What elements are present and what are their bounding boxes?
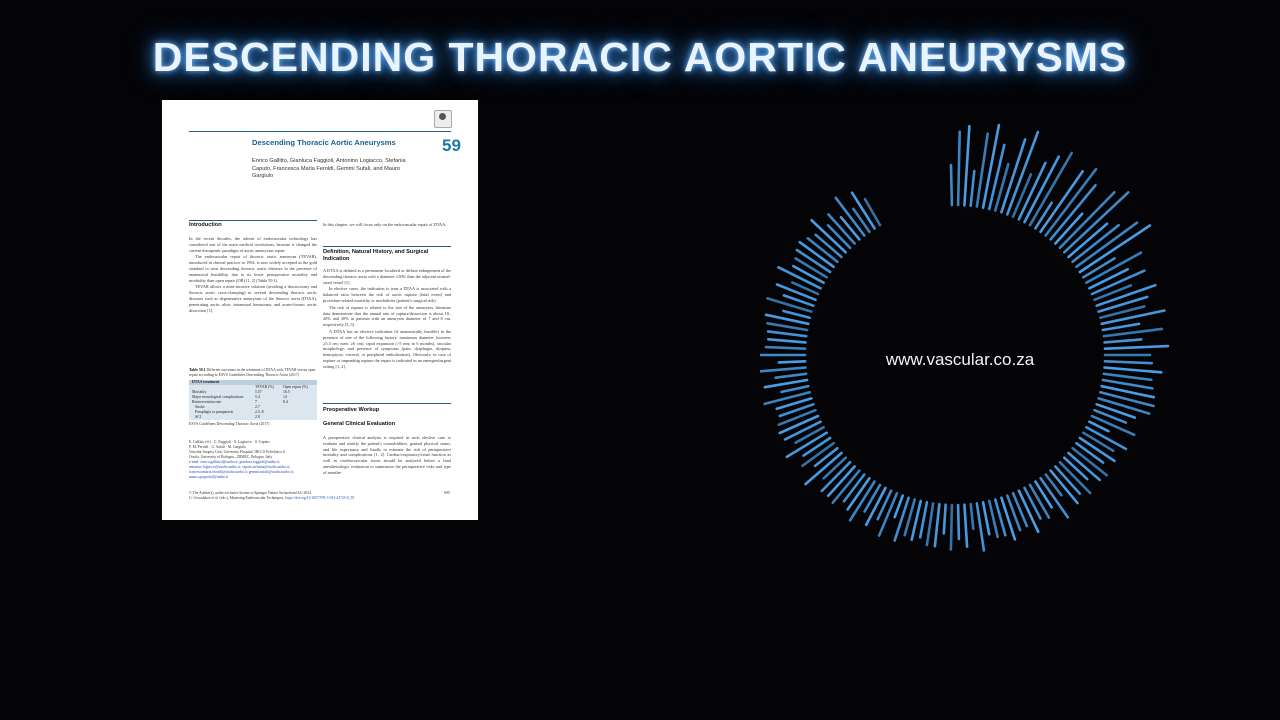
visualizer-bar bbox=[983, 125, 999, 208]
visualizer-bar bbox=[1051, 185, 1096, 239]
table-column-row: TEVAR (%) Open repair (%) bbox=[189, 385, 317, 390]
chapter-title: Descending Thoracic Aortic Aneurysms bbox=[252, 138, 396, 147]
preoperative-text: A preoperative clinical analysis is required in each elective case to evaluate and stratify the patient's comorbidities, general physical status, and life expectancy and finally to estimate the risk of perioperative mortality and complications [1, 2]. Cardiac/respiratory/renal function as well as cerebrovascular status should be analyzed before a final anesthesiologic evaluation to summarize the perioperative risks and type of anesthe- bbox=[323, 435, 451, 475]
paper-page-image bbox=[162, 100, 478, 520]
check-for-updates-icon bbox=[434, 110, 452, 128]
copyright-notice: © The Author(s), under exclusive license to Springer Nature Switzerland AG 2024 G. Geroulakos et al. (eds.), Mastering Endovascular Techniques, https://doi.org/10.1007/978-3-031-42735-0_59 bbox=[189, 491, 355, 500]
visualizer-bar bbox=[1030, 153, 1072, 225]
visualizer-bar bbox=[977, 503, 984, 550]
visualizer-bar bbox=[920, 502, 927, 537]
paragraph: TEVAR allows a mini-invasive solution (avoiding a thoracotomy and thoracic aortic cross-clamping) in several descending thoracic aortic diseases such as degenerative aneurysms of the thoracic aorta (DTAA), penetrating aortic ulcer, intramural hematoma, and acute/chronic aortic dissection [1]. bbox=[189, 284, 317, 313]
chapter-focus-text: In this chapter, we will focus only on the endovascular repair of DTAA. bbox=[323, 222, 447, 227]
visualizer-bar bbox=[853, 209, 869, 232]
visualizer-bar bbox=[964, 505, 967, 547]
visualizer-bar bbox=[1099, 398, 1150, 413]
table-row: Stroke 2.7 bbox=[189, 405, 317, 410]
audio-visualizer bbox=[760, 120, 1220, 560]
visualizer-bar bbox=[1035, 203, 1051, 229]
visualizer-bar bbox=[779, 410, 816, 425]
section-heading-introduction: Introduction bbox=[189, 222, 222, 228]
chapter-authors: Enrico Gallitto, Gianluca Faggioli, Antonino Logiacco, Stefania Caputo, Francesca Maria Feroldi, Gemmi Sufali, and Mauro Gargiulo bbox=[252, 158, 406, 180]
paragraph: In elective cases, the indication to treat a DTAA is associated with a balanced ratio between the risk of aortic rupture (fatal event) and procedure-related mortality or morbidities (patient's surgical risk). bbox=[323, 286, 451, 303]
visualizer-bar bbox=[895, 498, 909, 541]
visualizer-bar bbox=[865, 485, 880, 512]
visualizer-bar bbox=[1086, 253, 1141, 283]
visualizer-bar bbox=[1099, 297, 1148, 312]
visualizer-bar bbox=[1105, 361, 1152, 363]
visualizer-bar bbox=[983, 502, 989, 534]
visualizer-bar bbox=[1095, 285, 1131, 299]
visualizer-bar bbox=[765, 380, 807, 387]
visualizer-bar bbox=[804, 438, 831, 456]
visualizer-bar bbox=[1105, 339, 1142, 342]
introduction-text bbox=[189, 236, 317, 314]
section-heading-preoperative: Preoperative Workup bbox=[323, 407, 380, 413]
paragraph: In the recent decades, the advent of endovascular technology has considered one of the main medical revolutions, because it changed the current therapeutic paradigm of aortic aneurysms repair. bbox=[189, 236, 317, 253]
visualizer-bar bbox=[767, 298, 811, 311]
visualizer-bar bbox=[1025, 488, 1041, 519]
visualizer-bar bbox=[779, 361, 805, 362]
definition-text bbox=[323, 268, 451, 371]
chapter-number: 59 bbox=[442, 136, 461, 155]
paragraph: A DTAA has an elective indication (if anatomically feasible) in the presence of one of the following factors: maximum diameter (women: ≥5.5 cm; men: ≥6 cm), rapid expansion (>5 mm in 6 months), saccular morphology, and presence of symptoms (pain, dysphagia, dyspnea, hemoptysis, visceral, or peripheral embolization). Obviously, in case of rupture or impending rupture the repair is indicated in an emergent/urgent setting [1, 2]. bbox=[323, 328, 451, 369]
visualizer-bar bbox=[927, 503, 933, 545]
visualizer-bar bbox=[1105, 368, 1162, 373]
chapter-rule bbox=[189, 131, 451, 132]
visualizer-bar bbox=[958, 505, 959, 539]
visualizer-bar bbox=[971, 171, 975, 206]
subsection-heading-clinical: General Clinical Evaluation bbox=[323, 421, 396, 427]
table-footnote: ESVS Guidelines Descending Thoracic Aorta (2017) bbox=[189, 422, 270, 426]
visualizer-bar bbox=[766, 347, 805, 349]
visualizer-bar bbox=[1104, 329, 1162, 336]
visualizer-bar bbox=[824, 458, 846, 479]
visualizer-bar bbox=[958, 132, 960, 205]
section-rule bbox=[323, 246, 451, 247]
visualizer-bar bbox=[951, 505, 952, 550]
table-row: Reintervention rate 7 8.4 bbox=[189, 400, 317, 405]
table-row: Mortality 5.57 16.5 bbox=[189, 390, 317, 395]
paragraph: A DTAA is defined as a permanent localized or diffuse enlargement of the descending thoracic aorta with a diameter ≥50% than the adjacent normal-sized vessel [1]. bbox=[323, 268, 451, 285]
visualizer-bar bbox=[865, 199, 880, 225]
slide-title: DESCENDING THORACIC AORTIC ANEURYSMS bbox=[152, 34, 1128, 80]
visualizer-bar bbox=[1035, 482, 1051, 508]
paragraph: The endovascular repair of thoracic aortic aneurysm (TEVAR), introduced in clinical practice in 1994, is now widely accepted as the gold standard to treat descending thoracic aortic diseases in the presence of anatomical feasibility, due to its lower perioperative mortality and morbidity than open repair (OR) [1, 2] (Table 59.1). bbox=[189, 254, 317, 283]
visualizer-bar bbox=[1103, 324, 1139, 330]
table-header-row: DTAA treatment bbox=[189, 380, 317, 385]
visualizer-bar bbox=[767, 323, 807, 330]
visualizer-bar bbox=[783, 311, 809, 318]
table-row: Major neurological complications 5.4 14 bbox=[189, 395, 317, 400]
section-rule bbox=[323, 403, 451, 404]
author-affiliation: E. Gallitto (✉) · G. Faggioli · A. Logiacco · S. Caputo · F. M. Feroldi · G. Sufali · M. Gargiulo Vascular Surgery Unit, University Hospital, IRCCS Policlinico S. Orsola, University of Bologna—DIMEC, Bologna, Italy e-mail: enrico.gallitto2@unibo.it; gianluca.faggioli@unibo.it; antonino.logiacco@studio.unibo.it; caputo.stefania@studio.unibo.it; francescamaria.feroldi@studio.unibo.it; gemmi.sufali@studio.unibo.it; mauro.gargiulo2@unibo.it bbox=[189, 440, 317, 480]
site-url[interactable]: www.vascular.co.za bbox=[885, 350, 1035, 369]
section-rule bbox=[189, 220, 317, 221]
doi-link[interactable]: https://doi.org/10.1007/978-3-031-42735-0_59 bbox=[285, 496, 355, 500]
visualizer-bar bbox=[761, 368, 806, 372]
visualizer-bar bbox=[782, 386, 809, 392]
visualizer-bar bbox=[1104, 374, 1152, 380]
visualizer-bar bbox=[793, 266, 823, 283]
visualizer-bar bbox=[815, 448, 837, 466]
visualizer-bar bbox=[1102, 311, 1165, 324]
visualizer-bar bbox=[935, 504, 939, 546]
visualizer-bar bbox=[1046, 475, 1062, 496]
table-row: SCI 2.8 bbox=[189, 415, 317, 420]
visualizer-bar bbox=[964, 126, 969, 205]
visualizer-bar bbox=[1105, 346, 1168, 349]
outcomes-table bbox=[189, 368, 317, 427]
visualizer-bar bbox=[951, 165, 952, 205]
visualizer-bar bbox=[841, 217, 859, 239]
visualizer-bar bbox=[989, 145, 1004, 209]
visualizer-bar bbox=[1073, 225, 1119, 262]
author-emails: e-mail: enrico.gallitto2@unibo.it; gianluca.faggioli@unibo.it; antonino.logiacco@studio.unibo.it; caputo.stefania@studio.unibo.it; francescamaria.feroldi@studio.unibo.it; gemmi.sufali@studio.unibo.it; mauro.gargiulo2@unibo.it bbox=[189, 460, 294, 479]
visualizer-bar bbox=[768, 339, 805, 342]
table-row: Paraplegia or paraparesis 2.5–8 bbox=[189, 410, 317, 415]
table-caption: Table 59.1 Different outcomes in the treatment of DTAA with TEVAR versus open repair according to ESVS Guidelines Descending Thoracic Aorta (2017) bbox=[189, 368, 316, 377]
page-number: 695 bbox=[444, 491, 450, 495]
visualizer-bar bbox=[796, 427, 824, 442]
section-heading-definition: Definition, Natural History, and Surgical Indication bbox=[323, 249, 429, 262]
paragraph: The risk of rupture is related to the size of the aneurysm, literature data demonstrate that the annual rate of rupture/dissection is about 10–20% and 30% in patients with an aneurysm diameter of 7 and 8 cm, respectively [3–5]. bbox=[323, 304, 451, 328]
visualizer-bar bbox=[971, 504, 974, 529]
visualizer-bar bbox=[768, 331, 806, 336]
visualizer-bar bbox=[944, 505, 946, 534]
visualizer-bar bbox=[777, 285, 816, 300]
visualizer-bar bbox=[1013, 493, 1027, 526]
visualizer-bar bbox=[776, 374, 807, 378]
